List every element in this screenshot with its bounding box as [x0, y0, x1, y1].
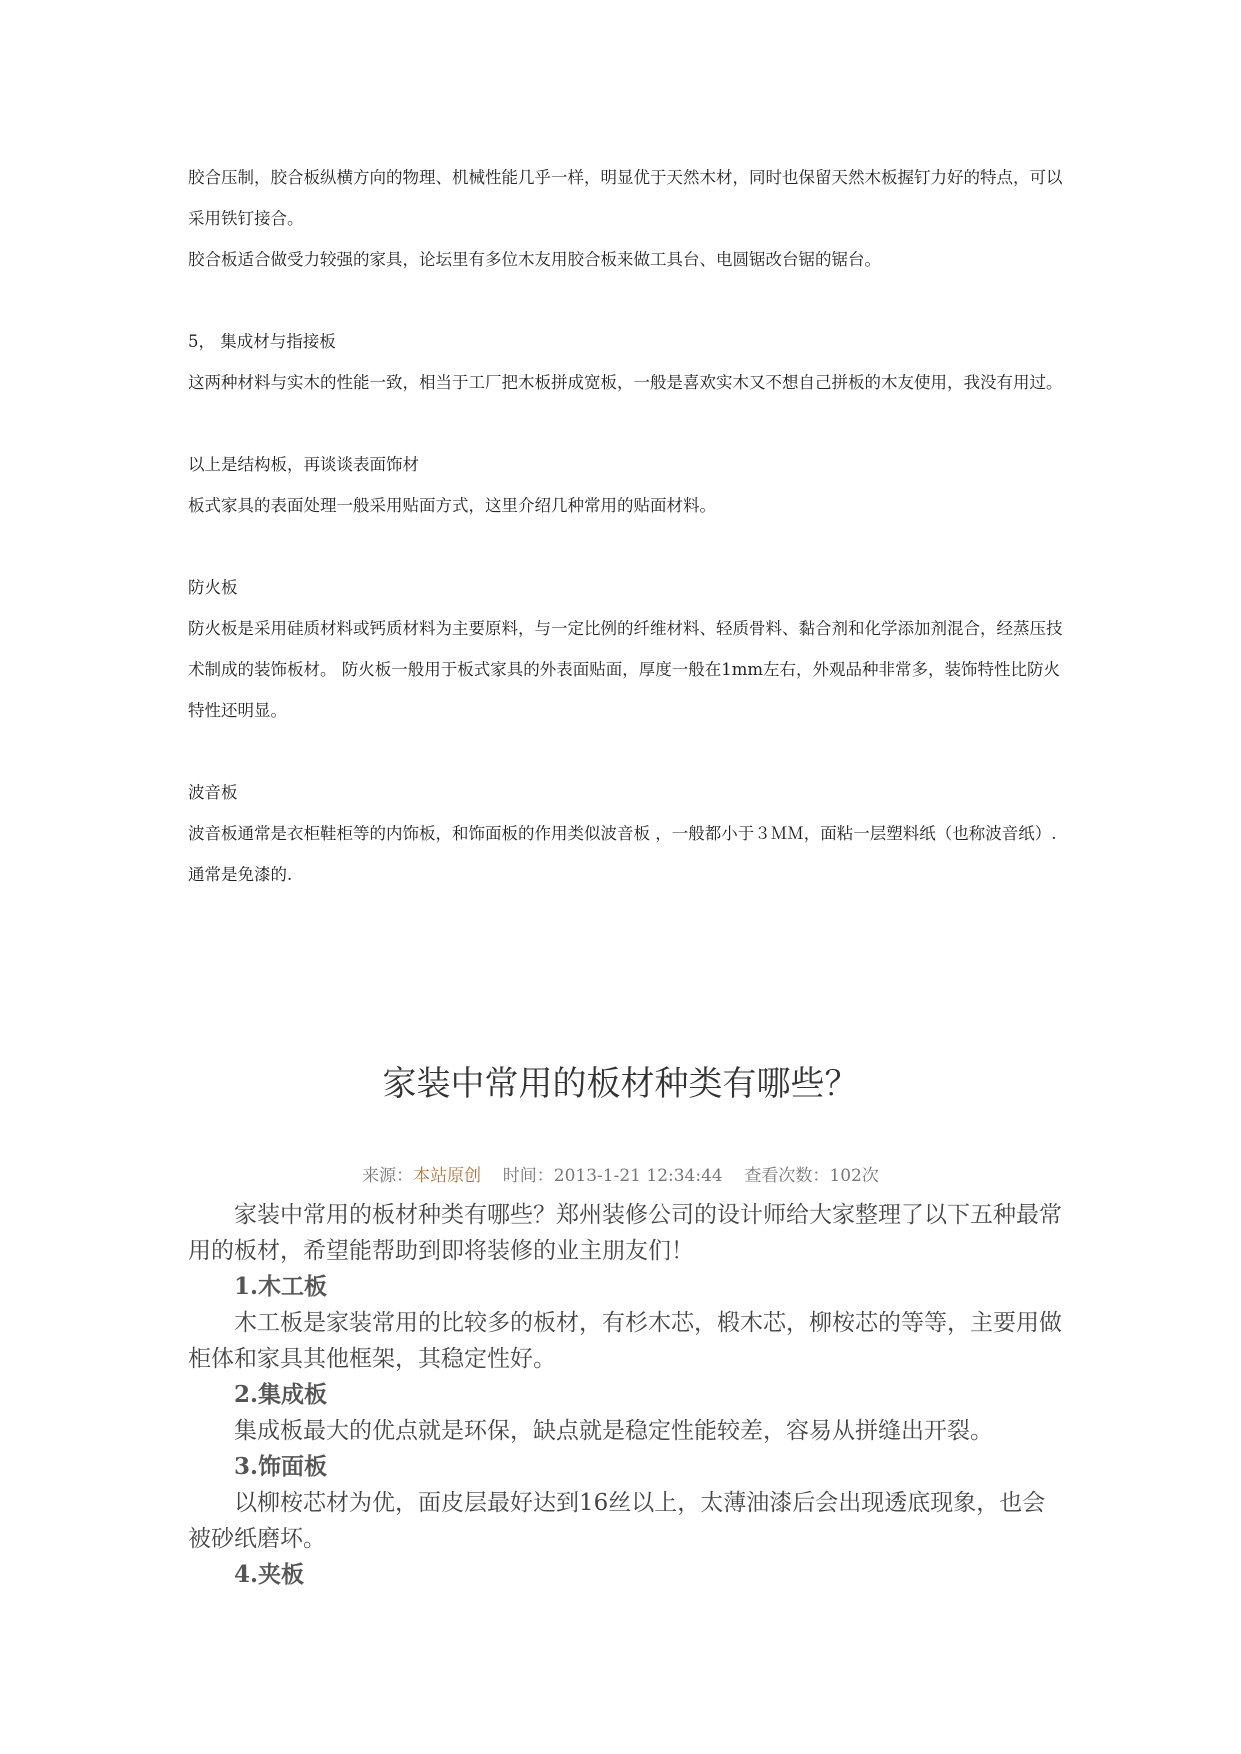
paragraph-surface-intro: 板式家具的表面处理一般采用贴面方式，这里介绍几种常用的贴面材料。 — [188, 496, 716, 515]
article-text-1: 木工板是家装常用的比较多的板材，有杉木芯，椴木芯，柳桉芯的等等，主要用做柜体和家具其他框架，其稳定性好。 — [188, 1310, 1062, 1372]
section-heading-5: 5， 集成材与指接板 — [188, 332, 336, 351]
paragraph-finger-joint: 这两种材料与实木的性能一致，相当于工厂把木板拼成宽板，一般是喜欢实木又不想自己拼板的木友使用，我没有用过。 — [188, 373, 1063, 392]
meta-source-label: 来源： — [362, 1166, 414, 1186]
article-heading-3: 3.饰面板 — [234, 1453, 328, 1480]
paragraph-fireboard: 防火板是采用硅质材料或钙质材料为主要原料，与一定比例的纤维材料、轻质骨料、黏合剂和化学添加剂混合，经蒸压技术制成的装饰板材。 防火板一般用于板式家具的外表面贴面，厚度一般在1mm左右，外观品种非常多，装饰特性比防火特性还明显。 — [188, 619, 1063, 720]
meta-time: 时间：2013-1-21 12:34:44 — [502, 1166, 723, 1186]
article-meta — [0, 1163, 1241, 1189]
meta-source-link[interactable]: 本站原创 — [413, 1166, 482, 1186]
article-intro: 家装中常用的板材种类有哪些？郑州装修公司的设计师给大家整理了以下五种最常用的板材，希望能帮助到即将装修的业主朋友们！ — [188, 1202, 1062, 1264]
article-heading-1: 1.木工板 — [234, 1273, 328, 1300]
article-text-3: 以柳桉芯材为优，面皮层最好达到16丝以上，太薄油漆后会出现透底现象，也会被砂纸磨坏。 — [188, 1490, 1046, 1552]
paragraph-plywood-usage: 胶合板适合做受力较强的家具，论坛里有多位木友用胶合板来做工具台、电圆锯改台锯的锯台。 — [188, 250, 881, 269]
section-heading-fireboard: 防火板 — [188, 578, 238, 597]
article-heading-2: 2.集成板 — [234, 1381, 328, 1408]
article-title: 家装中常用的板材种类有哪些？ — [382, 1064, 859, 1104]
section-heading-wave-board: 波音板 — [188, 783, 238, 802]
paragraph-plywood-properties: 胶合压制，胶合板纵横方向的物理、机械性能几乎一样，明显优于天然木材，同时也保留天然木板握钉力好的特点，可以采用铁钉接合。 — [188, 168, 1063, 228]
article-text-2: 集成板最大的优点就是环保，缺点就是稳定性能较差，容易从拼缝出开裂。 — [234, 1418, 993, 1444]
article-heading-4: 4.夹板 — [234, 1561, 305, 1588]
paragraph-wave-board: 波音板通常是衣柜鞋柜等的内饰板，和饰面板的作用类似波音板 ，一般都小于３ＭＭ，面粘一层塑料纸（也称波音纸）.通常是免漆的. — [188, 824, 1057, 884]
meta-views: 查看次数：102次 — [744, 1166, 879, 1186]
paragraph-transition: 以上是结构板，再谈谈表面饰材 — [188, 455, 419, 474]
